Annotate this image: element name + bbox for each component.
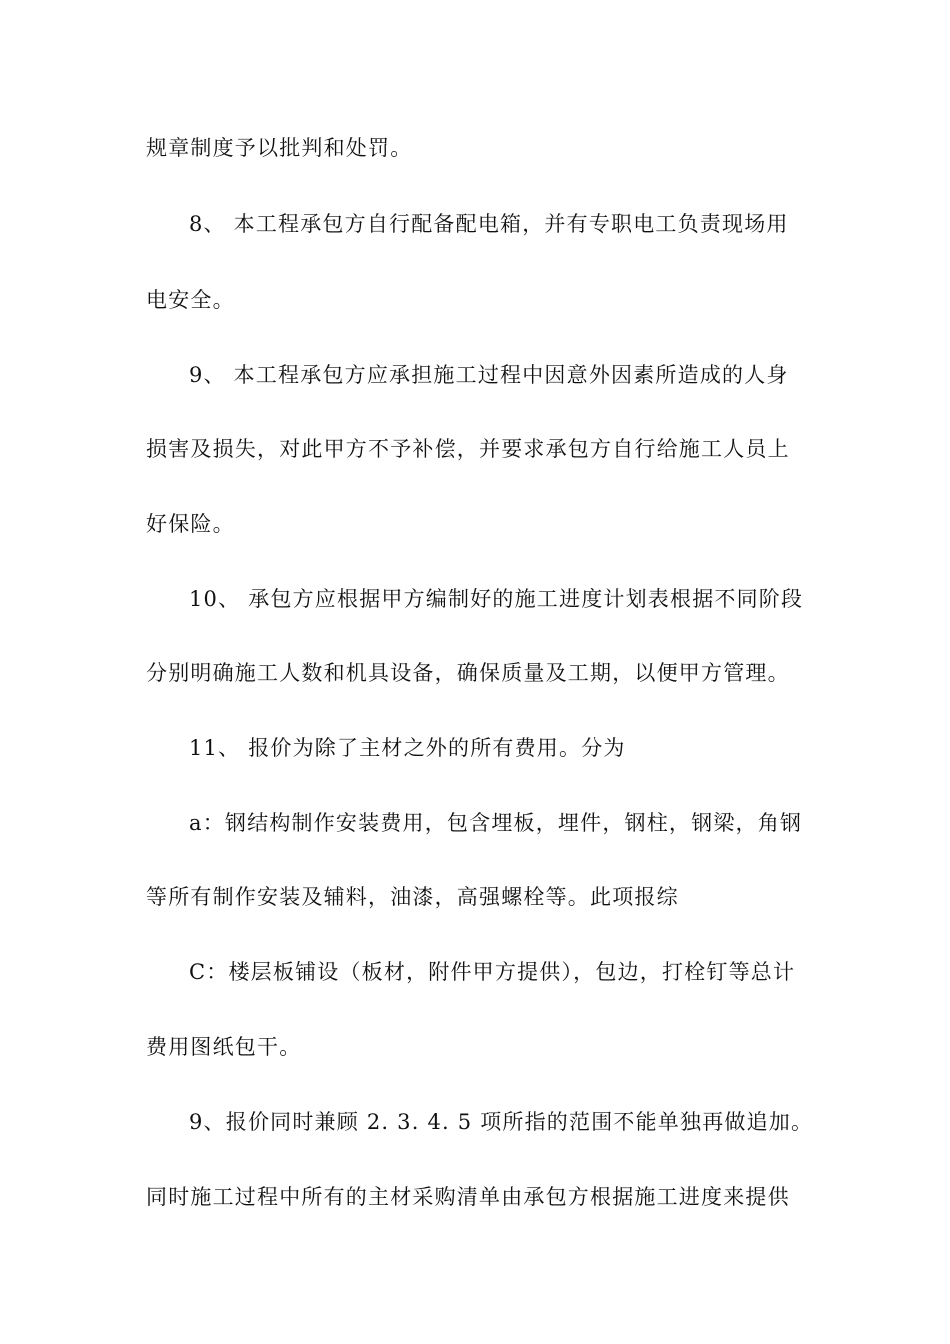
paragraph-line-12: C：楼层板铺设（板材，附件甲方提供），包边，打栓钉等总计 (189, 960, 796, 984)
paragraph-line-8: 分别明确施工人数和机具设备，确保质量及工期，以便甲方管理。 (146, 661, 790, 685)
paragraph-line-11: 等所有制作安装及辅料，油漆，高强螺栓等。此项报综 (146, 885, 679, 909)
paragraph-line-3: 电安全。 (146, 288, 235, 312)
paragraph-line-2: 8、 本工程承包方自行配备配电箱，并有专职电工负责现场用 (189, 212, 789, 236)
paragraph-line-1: 规章制度予以批判和处罚。 (146, 136, 413, 160)
paragraph-line-14: 9、报价同时兼顾 2. 3. 4. 5 项所指的范围不能单独再做追加。 (189, 1110, 814, 1134)
paragraph-line-4: 9、 本工程承包方应承担施工过程中因意外因素所造成的人身 (189, 363, 789, 387)
paragraph-line-10: a：钢结构制作安装费用，包含埋板，埋件，钢柱，钢梁，角钢 (189, 811, 803, 835)
paragraph-line-15: 同时施工过程中所有的主材采购清单由承包方根据施工进度来提供 (146, 1185, 790, 1209)
paragraph-line-13: 费用图纸包干。 (146, 1035, 302, 1059)
paragraph-line-7: 10、 承包方应根据甲方编制好的施工进度计划表根据不同阶段 (189, 587, 804, 611)
paragraph-line-9: 11、 报价为除了主材之外的所有费用。分为 (189, 736, 626, 760)
paragraph-line-6: 好保险。 (146, 512, 235, 536)
paragraph-line-5: 损害及损失，对此甲方不予补偿，并要求承包方自行给施工人员上 (146, 437, 790, 461)
